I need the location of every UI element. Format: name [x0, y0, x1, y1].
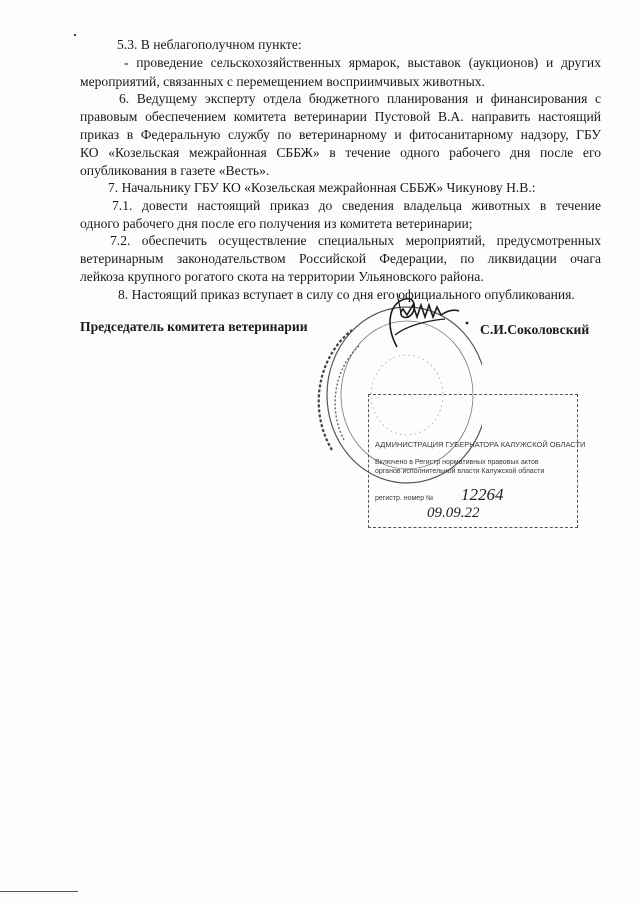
- paragraph-7-1-cont: одного рабочего дня после его получения из комитета ветеринарии;: [80, 216, 473, 231]
- stamp-header: АДМИНИСТРАЦИЯ ГУБЕРНАТОРА КАЛУЖСКОЙ ОБЛАСТИ: [375, 440, 586, 449]
- signatory-position: Председатель комитета ветеринарии: [80, 319, 308, 334]
- stamp-line-2: органов исполнительной власти Калужской области: [375, 468, 545, 475]
- paragraph-7-2: 7.2. обеспечить осуществление специальных мероприятий, предусмотренных: [110, 233, 601, 248]
- stamp-registry-number: 12264: [461, 485, 504, 504]
- signatory-name: С.И.Соколовский: [480, 322, 590, 337]
- scan-speck: [74, 34, 76, 36]
- paragraph-8: 8. Настоящий приказ вступает в силу со дня его официального опубликования.: [118, 287, 575, 302]
- paragraph-7-2-line2: ветеринарным законодательством Российской Федерации, по ликвидации очага: [80, 251, 601, 266]
- paragraph-6-line4: КО «Козельская межрайонная СББЖ» в течение одного рабочего дня после его: [80, 145, 601, 160]
- paragraph-5-3-item-cont: мероприятий, связанных с перемещением восприимчивых животных.: [80, 74, 485, 89]
- paragraph-6-line3: приказ в Федеральную службу по ветеринарному и фитосанитарному надзору, ГБУ: [80, 127, 601, 142]
- paragraph-7-2-line3: лейкоза крупного рогатого скота на территории Ульяновского района.: [80, 269, 484, 284]
- stamp-date: 09.09.22: [427, 505, 480, 521]
- paragraph-5-3-item: - проведение сельскохозяйственных ярмарок, выставок (аукционов) и других: [124, 55, 601, 70]
- paragraph-6-line5: опубликования в газете «Весть».: [80, 163, 270, 178]
- paragraph-6-line2: правовым обеспечением комитета ветеринарии Пустовой В.А. направить настоящий: [80, 109, 601, 124]
- registration-stamp: [368, 394, 586, 528]
- paragraph-7-1: 7.1. довести настоящий приказ до сведения владельца животных в течение: [112, 198, 601, 213]
- paragraph-6: 6. Ведущему эксперту отдела бюджетного планирования и финансирования с: [119, 91, 601, 106]
- paragraph-7: 7. Начальнику ГБУ КО «Козельская межрайонная СББЖ» Чикунову Н.В.:: [108, 180, 536, 195]
- stamp-registry-label: регистр. номер №: [375, 495, 434, 502]
- bottom-rule: [0, 891, 78, 892]
- stamp-line-1: Включено в Регистр нормативных правовых актов: [375, 459, 539, 466]
- paragraph-5-3: 5.3. В неблагополучном пункте:: [117, 37, 302, 52]
- signature-image: [375, 285, 475, 355]
